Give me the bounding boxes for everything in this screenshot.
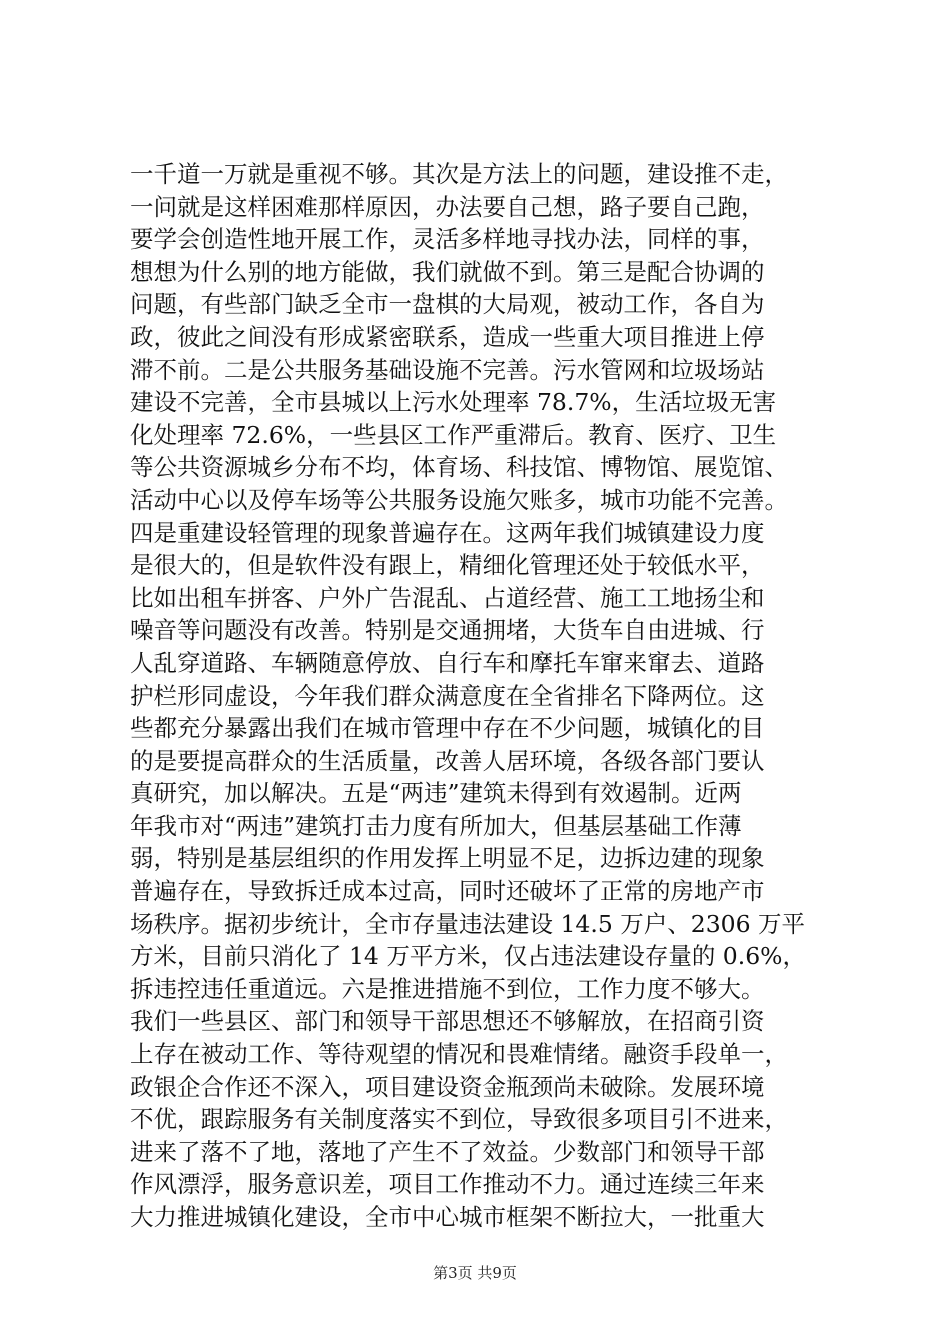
text-line: 作风漂浮，服务意识差，项目工作推动不力。通过连续三年来 — [130, 1170, 765, 1199]
text-line: 是很大的，但是软件没有跟上，精细化管理还处于较低水平， — [130, 551, 765, 580]
text-line: 化处理率 72.6%，一些县区工作严重滞后。教育、医疗、卫生 — [130, 420, 777, 449]
text-line: 问题，有些部门缺乏全市一盘棋的大局观，被动工作，各自为 — [130, 290, 765, 319]
text-line: 比如出租车拼客、户外广告混乱、占道经营、施工工地扬尘和 — [130, 583, 765, 612]
text-line: 我们一些县区、部门和领导干部思想还不够解放，在招商引资 — [130, 1007, 765, 1036]
text-line: 进来了落不了地，落地了产生不了效益。少数部门和领导干部 — [130, 1137, 765, 1166]
text-line: 一千道一万就是重视不够。其次是方法上的问题，建设推不走， — [130, 160, 788, 188]
text-line: 普遍存在，导致拆迁成本过高，同时还破坏了正常的房地产市 — [130, 877, 765, 906]
text-line: 大力推进城镇化建设，全市中心城市框架不断拉大，一批重大 — [130, 1203, 765, 1231]
page-footer: 第3页 共9页 — [433, 1264, 517, 1282]
text-line: 年我市对“两违”建筑打击力度有所加大，但基层基础工作薄 — [130, 811, 742, 840]
text-line: 拆违控违任重道远。六是推进措施不到位，工作力度不够大。 — [130, 974, 765, 1003]
text-line: 一问就是这样困难那样原因，办法要自己想，路子要自己跑， — [130, 192, 765, 221]
text-line: 政银企合作还不深入，项目建设资金瓶颈尚未破除。发展环境 — [130, 1072, 765, 1101]
text-line: 不优，跟踪服务有关制度落实不到位，导致很多项目引不进来， — [130, 1105, 788, 1134]
text-line: 建设不完善，全市县城以上污水处理率 78.7%，生活垃圾无害 — [130, 388, 777, 417]
text-line: 四是重建设轻管理的现象普遍存在。这两年我们城镇建设力度 — [130, 518, 765, 547]
text-line: 的是要提高群众的生活质量，改善人居环境，各级各部门要认 — [130, 746, 765, 775]
text-line: 弱，特别是基层组织的作用发挥上明显不足，边拆边建的现象 — [130, 844, 765, 873]
text-line: 要学会创造性地开展工作，灵活多样地寻找办法，同样的事， — [130, 225, 765, 254]
text-line: 真研究，加以解决。五是“两违”建筑未得到有效遏制。近两 — [130, 779, 742, 808]
text-line: 噪音等问题没有改善。特别是交通拥堵，大货车自由进城、行 — [130, 616, 765, 645]
text-line: 滞不前。二是公共服务基础设施不完善。污水管网和垃圾场站 — [130, 355, 765, 384]
text-line: 场秩序。据初步统计，全市存量违法建设 14.5 万户、2306 万平 — [130, 909, 806, 938]
text-line: 些都充分暴露出我们在城市管理中存在不少问题，城镇化的目 — [130, 714, 765, 743]
text-line: 活动中心以及停车场等公共服务设施欠账多，城市功能不完善。 — [130, 485, 788, 514]
text-line: 想想为什么别的地方能做，我们就做不到。第三是配合协调的 — [130, 257, 765, 286]
text-line: 方米，目前只消化了 14 万平方米，仅占违法建设存量的 0.6%， — [130, 942, 807, 971]
text-line: 人乱穿道路、车辆随意停放、自行车和摩托车窜来窜去、道路 — [130, 648, 765, 677]
body-text — [130, 158, 830, 1234]
text-line: 护栏形同虚设，今年我们群众满意度在全省排名下降两位。这 — [130, 681, 765, 710]
text-line: 上存在被动工作、等待观望的情况和畏难情绪。融资手段单一， — [130, 1040, 788, 1069]
text-line: 政，彼此之间没有形成紧密联系，造成一些重大项目推进上停 — [130, 322, 765, 351]
text-line: 等公共资源城乡分布不均，体育场、科技馆、博物馆、展览馆、 — [130, 453, 788, 482]
